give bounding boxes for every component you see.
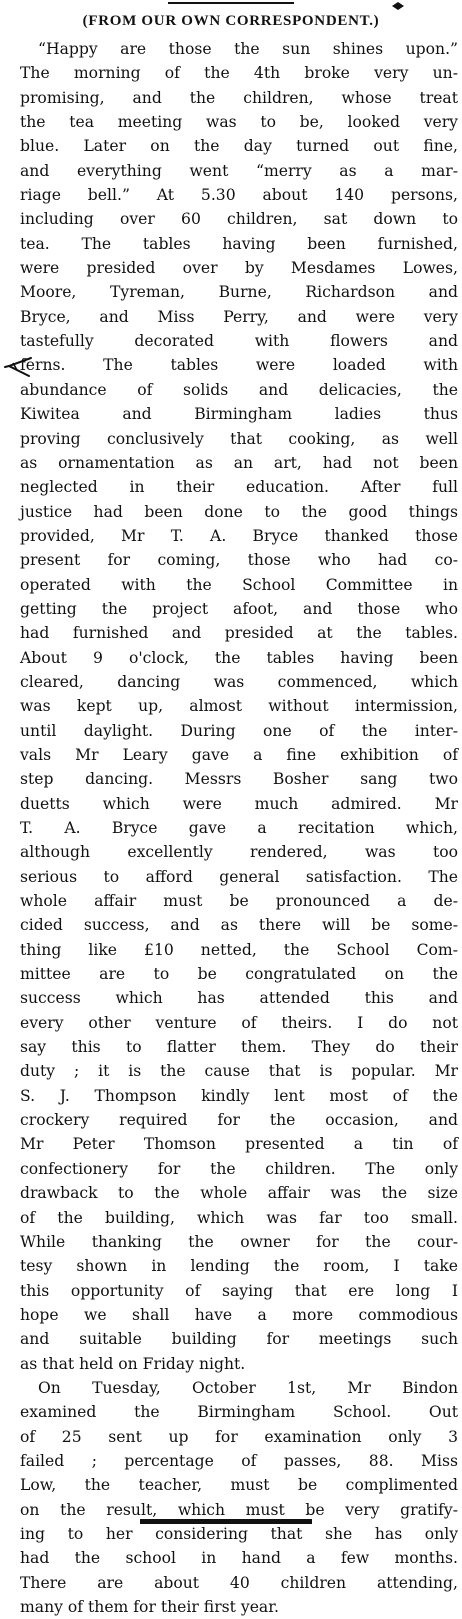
article-line: drawback to the whole affair was the size (20, 1184, 458, 1203)
article-line: examined the Birmingham School. Out (20, 1403, 458, 1422)
article-line: as ornamentation as an art, had not been (20, 453, 458, 472)
top-rule (168, 2, 294, 4)
article-line: and suitable building for meetings such (20, 1330, 458, 1349)
article-line: Low, the teacher, must be complimented (20, 1476, 458, 1495)
article-line: justice had been done to the good things (20, 502, 458, 521)
article-line: failed ; percentage of passes, 88. Miss (20, 1451, 458, 1470)
article-line: The morning of the 4th broke very un- (20, 64, 458, 83)
article-line: abundance of solids and delicacies, the (20, 380, 458, 399)
article-line: provided, Mr T. A. Bryce thanked those (20, 526, 458, 545)
article-line: Kiwitea and Birmingham ladies thus (20, 405, 458, 424)
article-line: say this to flatter them. They do their (20, 1038, 458, 1057)
article-line: was kept up, almost without intermission, (20, 697, 458, 716)
top-rule-ornament (392, 2, 404, 10)
correspondent-byline: (FROM OUR OWN CORRESPONDENT.) (82, 13, 380, 29)
article-line: S. J. Thompson kindly lent most of the (20, 1086, 458, 1105)
article-line: although excellently rendered, was too (20, 843, 458, 862)
article-line: duetts which were much admired. Mr (20, 794, 458, 813)
article-line: of 25 sent up for examination only 3 (20, 1427, 458, 1446)
article-line: confectionery for the children. The only (20, 1159, 458, 1178)
article-line: including over 60 children, sat down to (20, 210, 458, 229)
article-line: About 9 o'clock, the tables having been (20, 648, 458, 667)
article-line: ing to her considering that she has only (20, 1524, 458, 1543)
article-line: There are about 40 children attending, (20, 1573, 458, 1592)
article-line: cided success, and as there will be some- (20, 916, 458, 935)
article-line: thing like £10 netted, the School Com- (20, 940, 458, 959)
article-line: and everything went “merry as a mar- (20, 161, 458, 180)
article-line: this opportunity of saying that ere long I (20, 1281, 458, 1300)
article-line: as that held on Friday night. (20, 1354, 246, 1373)
article-line: Mr Peter Thomson presented a tin of (20, 1135, 458, 1154)
article-line: ferns. The tables were loaded with (20, 356, 458, 375)
article-line: mittee are to be congratulated on the (20, 965, 458, 984)
article-line: cleared, dancing was commenced, which (20, 672, 458, 691)
bottom-rule (140, 1519, 312, 1524)
article-line: on the result, which must be very gratify- (20, 1500, 458, 1519)
article-line: blue. Later on the day turned out fine, (20, 137, 458, 156)
article-line: the tea meeting was to be, looked very (20, 113, 458, 132)
article-line: tea. The tables having been furnished, (20, 234, 458, 253)
article-line: hope we shall have a more commodious (20, 1305, 458, 1324)
article-line: present for coming, those who had co- (20, 551, 458, 570)
article-line: getting the project afoot, and those who (20, 599, 458, 618)
article-line: operated with the School Committee in (20, 575, 458, 594)
article-line: T. A. Bryce gave a recitation which, (20, 819, 458, 837)
article-line: “Happy are those the sun shines upon.” (38, 40, 458, 58)
article-line: success which has attended this and (20, 989, 458, 1008)
article-body (20, 37, 458, 1619)
article-line: every other venture of theirs. I do not (20, 1013, 458, 1032)
article-line: promising, and the children, whose treat (20, 88, 458, 107)
article-line: proving conclusively that cooking, as well (20, 429, 458, 448)
article-line: neglected in their education. After full (20, 478, 458, 497)
article-line: serious to afford general satisfaction. The (20, 867, 458, 886)
article-line: of the building, which was far too small. (20, 1208, 458, 1227)
article-line: riage bell.” At 5.30 about 140 persons, (20, 186, 458, 205)
article-line: vals Mr Leary gave a fine exhibition of (20, 745, 458, 764)
article-line: were presided over by Mesdames Lowes, (20, 259, 458, 278)
article-line: crockery required for the occasion, and (20, 1111, 458, 1130)
article-line: many of them for their first year. (20, 1598, 279, 1616)
article-line: step dancing. Messrs Bosher sang two (20, 770, 458, 789)
article-line: until daylight. During one of the inter- (20, 721, 458, 740)
article-line: had furnished and presided at the tables. (20, 624, 458, 643)
article-line: While thanking the owner for the cour- (20, 1232, 458, 1251)
article-line: On Tuesday, October 1st, Mr Bindon (38, 1378, 458, 1397)
article-line: had the school in hand a few months. (20, 1549, 458, 1568)
article-line: duty ; it is the cause that is popular. Mr (20, 1062, 458, 1081)
article-line: whole affair must be pronounced a de- (20, 892, 458, 911)
article-line: Bryce, and Miss Perry, and were very (20, 307, 458, 326)
article-line: tastefully decorated with flowers and (20, 332, 458, 351)
article-line: tesy shown in lending the room, I take (20, 1257, 458, 1276)
article-line: Moore, Tyreman, Burne, Richardson and (20, 283, 458, 302)
